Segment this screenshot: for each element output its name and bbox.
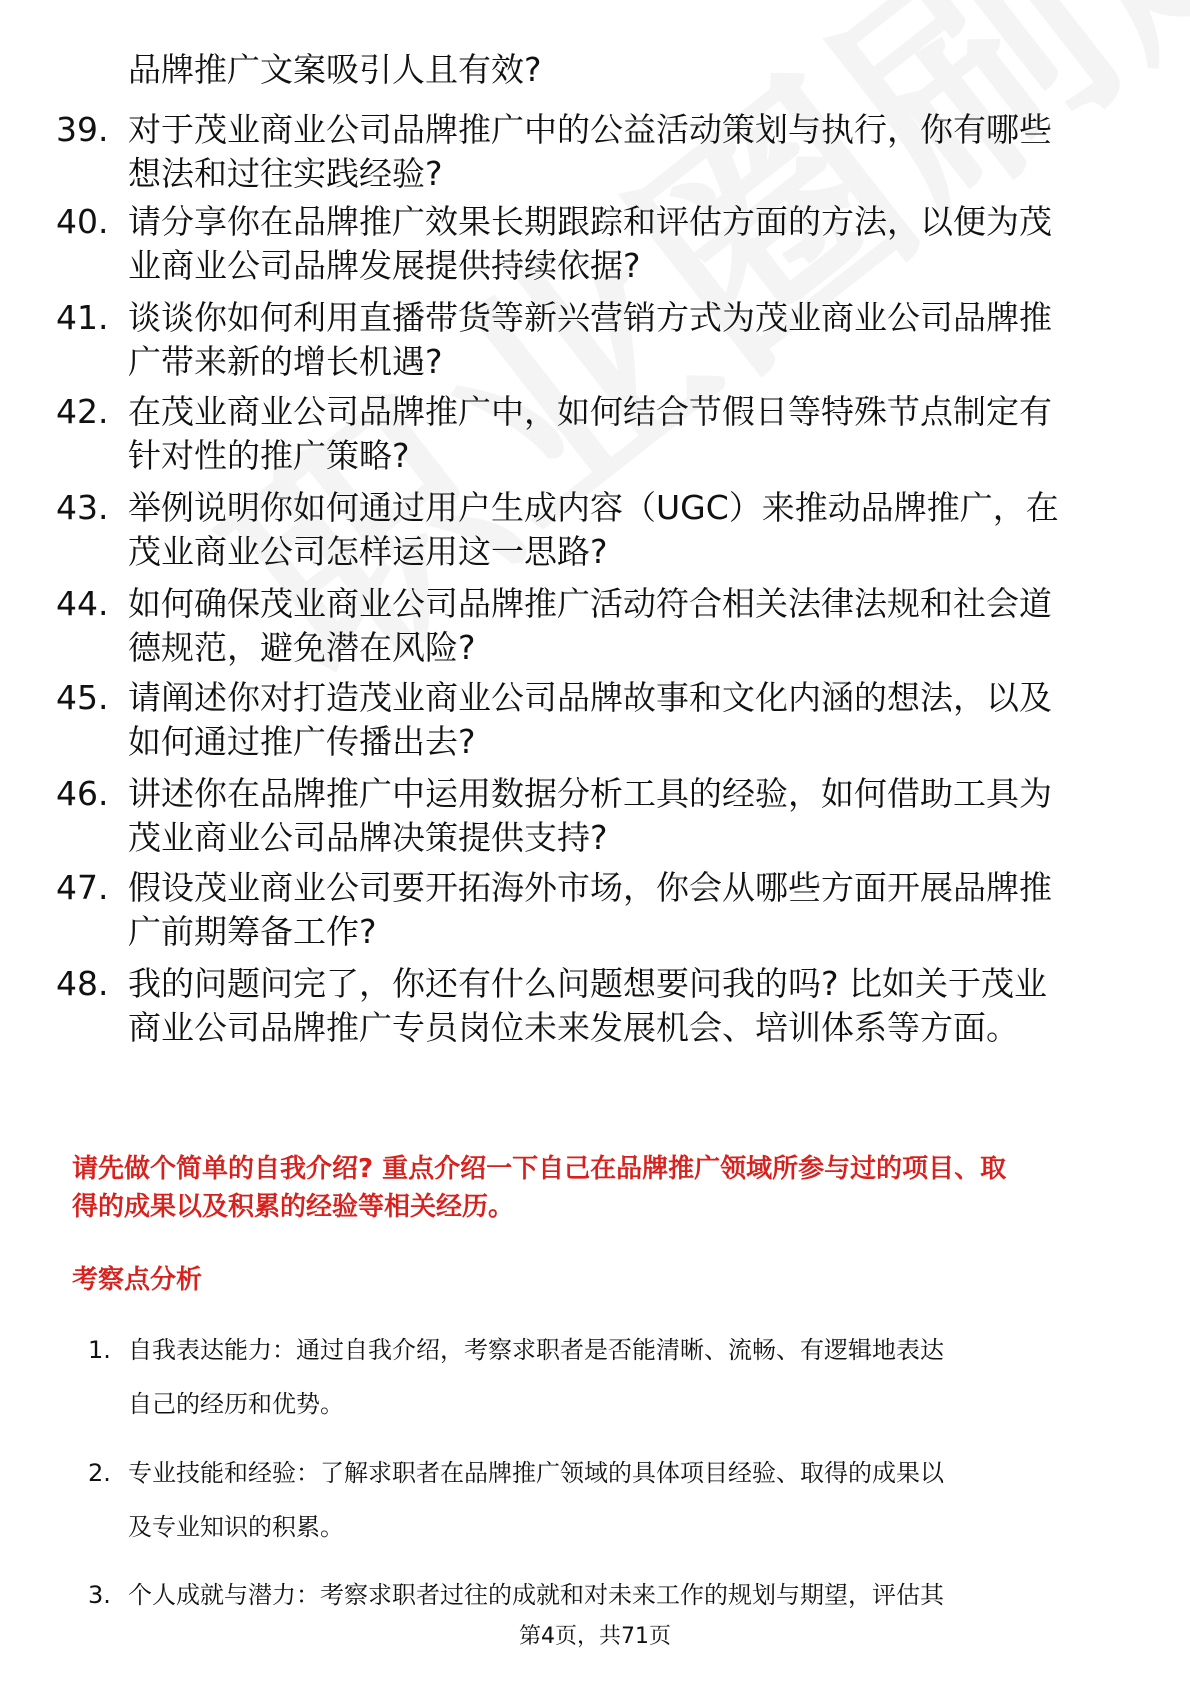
analysis-number: 3. [88, 1581, 111, 1609]
analysis-text [128, 1568, 1128, 1622]
question-item [0, 200, 1190, 292]
question-number: 48. [56, 964, 109, 1003]
analysis-number: 1. [88, 1336, 111, 1364]
question-line: 请分享你在品牌推广效果长期跟踪和评估方面的方法，以便为茂 [128, 202, 1052, 241]
question-item [0, 582, 1190, 674]
page-number-footer: 第4页，共71页 [519, 1624, 671, 1649]
self-intro-line: 得的成果以及积累的经验等相关经历。 [72, 1192, 515, 1222]
analysis-line: 自我表达能力：通过自我介绍，考察求职者是否能清晰、流畅、有逻辑地表达 [128, 1336, 944, 1364]
question-text [128, 962, 1138, 1050]
question-number: 47. [56, 868, 109, 907]
question-text [128, 296, 1138, 384]
question-text [128, 582, 1138, 670]
question-item [0, 486, 1190, 578]
question-line: 对于茂业商业公司品牌推广中的公益活动策划与执行，你有哪些 [128, 110, 1052, 149]
question-line: 谈谈你如何利用直播带货等新兴营销方式为茂业商业公司品牌推 [128, 298, 1052, 337]
question-item [0, 866, 1190, 958]
question-line: 业商业公司品牌发展提供持续依据? [128, 246, 641, 285]
self-intro-question [72, 1150, 1132, 1226]
self-intro-line: 请先做个简单的自我介绍? 重点介绍一下自己在品牌推广领域所参与过的项目、取 [72, 1154, 1007, 1184]
question-line: 举例说明你如何通过用户生成内容（UGC）来推动品牌推广，在 [128, 488, 1059, 527]
question-number: 44. [56, 584, 109, 623]
question-text [128, 486, 1138, 574]
question-text [128, 390, 1138, 478]
question-line: 如何确保茂业商业公司品牌推广活动符合相关法律法规和社会道 [128, 584, 1052, 623]
analysis-number: 2. [88, 1459, 111, 1487]
question-item [0, 108, 1190, 200]
question-text [128, 772, 1138, 860]
question-item [0, 962, 1190, 1054]
analysis-text [128, 1323, 1128, 1431]
question-line: 茂业商业公司品牌决策提供支持? [128, 818, 608, 857]
question-item [0, 296, 1190, 388]
question-line: 如何通过推广传播出去? [128, 722, 476, 761]
analysis-text [128, 1446, 1128, 1554]
continued-question-line: 品牌推广文案吸引人且有效? [128, 50, 542, 89]
question-number: 39. [56, 110, 109, 149]
question-line: 广前期筹备工作? [128, 912, 377, 951]
question-line: 德规范，避免潜在风险? [128, 628, 476, 667]
question-line: 假设茂业商业公司要开拓海外市场，你会从哪些方面开展品牌推 [128, 868, 1052, 907]
question-line: 广带来新的增长机遇? [128, 342, 443, 381]
question-number: 40. [56, 202, 109, 241]
question-number: 42. [56, 392, 109, 431]
question-line: 请阐述你对打造茂业商业公司品牌故事和文化内涵的想法，以及 [128, 678, 1052, 717]
question-line: 讲述你在品牌推广中运用数据分析工具的经验，如何借助工具为 [128, 774, 1052, 813]
analysis-line: 专业技能和经验：了解求职者在品牌推广领域的具体项目经验、取得的成果以 [128, 1459, 944, 1487]
question-number: 45. [56, 678, 109, 717]
question-text [128, 866, 1138, 954]
question-item [0, 676, 1190, 768]
question-line: 针对性的推广策略? [128, 436, 410, 475]
question-text [128, 108, 1138, 196]
question-number: 41. [56, 298, 109, 337]
analysis-line: 个人成就与潜力：考察求职者过往的成就和对未来工作的规划与期望，评估其 [128, 1581, 944, 1609]
question-text [128, 676, 1138, 764]
analysis-heading: 考察点分析 [72, 1265, 203, 1295]
question-item [0, 390, 1190, 482]
question-line: 在茂业商业公司品牌推广中，如何结合节假日等特殊节点制定有 [128, 392, 1052, 431]
question-line: 我的问题问完了，你还有什么问题想要问我的吗? 比如关于茂业 [128, 964, 1048, 1003]
question-line: 茂业商业公司怎样运用这一思路? [128, 532, 608, 571]
analysis-line: 及专业知识的积累。 [128, 1513, 344, 1541]
question-line: 想法和过往实践经验? [128, 154, 443, 193]
question-number: 43. [56, 488, 109, 527]
question-number: 46. [56, 774, 109, 813]
question-text [128, 200, 1138, 288]
question-item [0, 772, 1190, 864]
question-line: 商业公司品牌推广专员岗位未来发展机会、培训体系等方面。 [128, 1008, 1019, 1047]
analysis-line: 自己的经历和优势。 [128, 1390, 344, 1418]
